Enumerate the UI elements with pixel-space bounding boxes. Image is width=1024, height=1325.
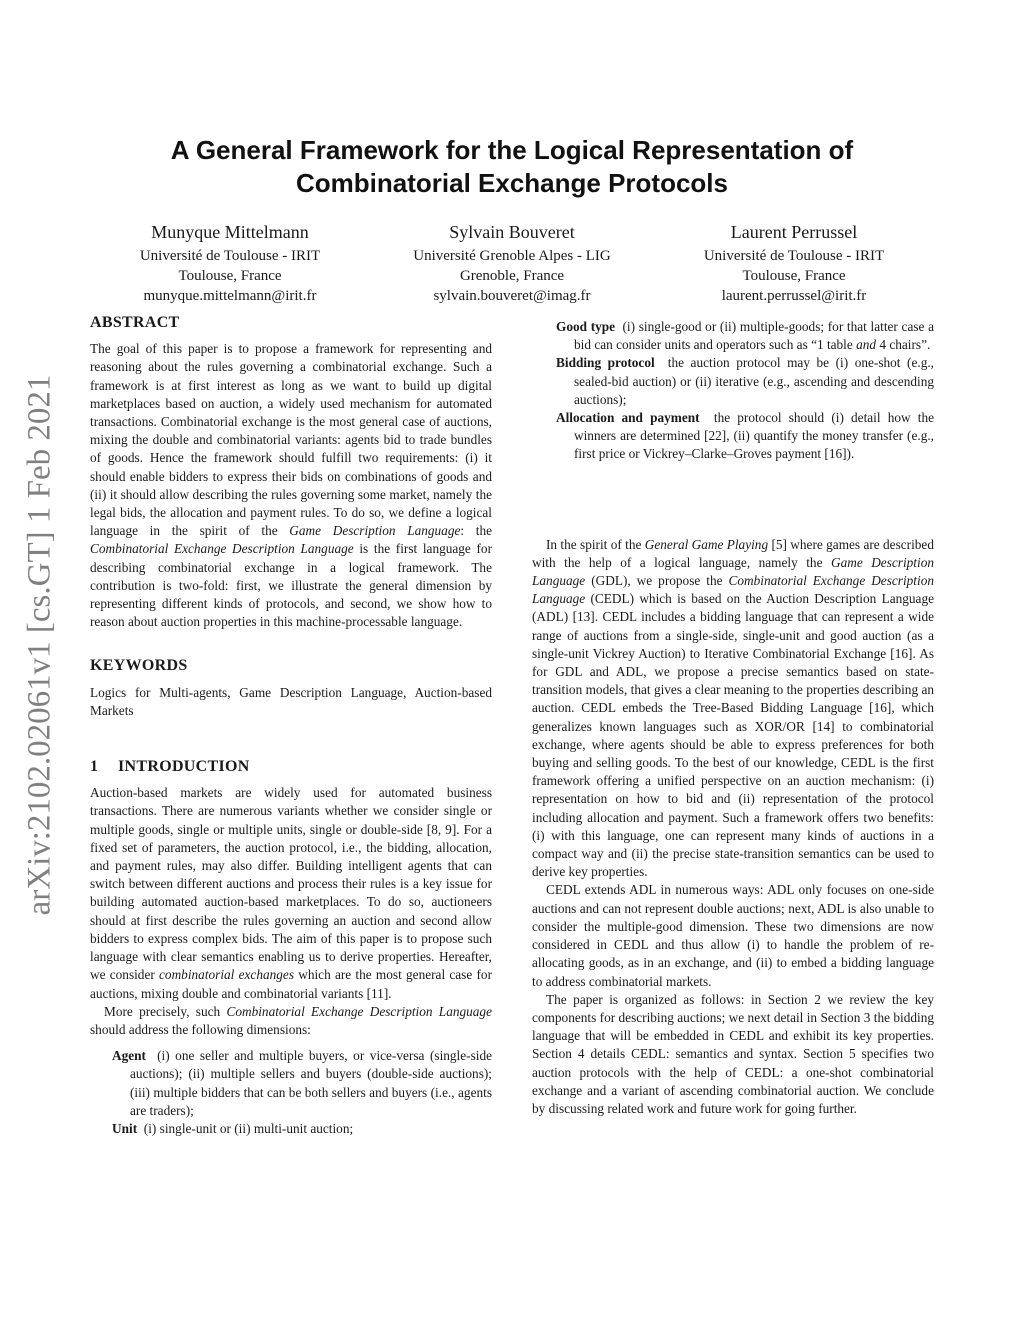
intro-paragraph-2: More precisely, such Combinatorial Exchange Description Language should address the following dimensions: <box>90 1003 492 1037</box>
body-paragraph-1: In the spirit of the General Game Playing [5] where games are described with the help of a logical language, namely the Game Description Language (GDL), we propose the Combinatorial Exchange Description Language (CEDL) which is based on the Auction Description Language (ADL) [13]. CEDL includes a bidding language that can represent a wide range of auctions from a single-side, single-unit and good auction (as a single-unit Vickrey Auction) to Iterative Combinatorial Exchange [16]. As for GDL and ADL, we propose a precise semantics based on state-transition models, that gives a clear meaning to the properties describing an auction. CEDL embeds the Tree-Based Bidding Language [16], which generalizes known languages such as XOR/OR [14] to combinatorial exchange, where agents should be able to express preferences for both buying and selling goods. To the best of our knowledge, CEDL is the first framework offering a unified perspective on an auction mechanism: (i) representation on how to bid and (ii) representation of the protocol including allocation and payment. Such a framework offers two benefits: (i) with this language, one can represent many kinds of auctions in a compact way and (ii) the precise state-transition semantics can be used to derive key properties. <box>532 536 934 880</box>
author-2 <box>372 220 652 306</box>
keywords-heading: KEYWORDS <box>90 657 188 675</box>
paper-title: A General Framework for the Logical Representation of Combinatorial Exchange Protocols <box>170 135 854 198</box>
abstract-text: The goal of this paper is to propose a framework for representing and reasoning about the rules governing a combinatorial exchange. Such a framework is at first interest as long as we want to build up digital marketplaces based on auction, a widely used mechanism for automated transactions. Combinatorial exchange is the most general case of auctions, mixing the double and combinatorial variants: agents bid to trade bundles of goods. Hence the framework should fulfill two requirements: (i) it should enable bidders to express their bids on combinations of goods and (ii) it should allow describing the rules governing some market, namely the legal bids, the allocation and payment rules. To do so, we define a logical language in the spirit of the Game Description Language: the Combinatorial Exchange Description Language is the first language for describing combinatorial exchange in a logical framework. The contribution is two-fold: first, we illustrate the general dimension by representing different kinds of protocols, and second, we show how to reason about auction properties in this machine-processable language. <box>90 341 493 630</box>
dimension-item: Agent (i) one seller and multiple buyers, or vice-versa (single-side auctions); (ii) multiple sellers and buyers (double-side auctions); (iii) multiple bidders that can be both sellers and buyers (i.e., agents are traders); <box>112 1048 492 1118</box>
dimension-item: Good type (i) single-good or (ii) multiple-goods; for that latter case a bid can consider units and operators such as “1 table and 4 chairs”. <box>556 319 935 353</box>
dimension-item: Allocation and payment the protocol should (i) detail how the winners are determined [22], (ii) quantify the money transfer (e.g., first price or Vickrey–Clarke–Groves payment [16]). <box>556 410 934 462</box>
author-email: sylvain.bouveret@imag.fr <box>433 288 591 304</box>
author-affiliation: Université Grenoble Alpes - LIG <box>413 248 611 264</box>
author-affiliation: Université de Toulouse - IRIT <box>703 248 885 264</box>
dimension-item: Bidding protocol the auction protocol may be (i) one-shot (e.g., sealed-bid auction) or (ii) iterative (e.g., ascending and descending auctions); <box>556 355 934 407</box>
author-name: Sylvain Bouveret <box>449 222 575 242</box>
dimension-list-continued <box>556 318 934 464</box>
section-heading-introduction: 1 INTRODUCTION <box>90 758 250 776</box>
author-block <box>90 220 934 306</box>
dimension-item: Unit (i) single-unit or (ii) multi-unit auction; <box>112 1120 354 1136</box>
abstract-heading: ABSTRACT <box>90 314 180 331</box>
author-1 <box>90 220 370 306</box>
right-column <box>532 318 934 1118</box>
author-3 <box>654 220 934 306</box>
author-location: Toulouse, France <box>742 268 846 284</box>
keywords-text: Logics for Multi-agents, Game Description Language, Auction-based Markets <box>90 684 492 718</box>
author-affiliation: Université de Toulouse - IRIT <box>139 248 321 264</box>
body-paragraph-3: The paper is organized as follows: in Section 2 we review the key components for describing auctions; we next detail in Section 3 the bidding language that will be embedded in CEDL and exhibit its key properties. Section 4 details CEDL: semantics and syntax. Section 5 specifies two auction protocols with the help of CEDL: a one-shot combinatorial exchange and a variant of ascending combinatorial auction. We conclude by discussing related work and future work for going further. <box>532 991 934 1116</box>
author-email: laurent.perrussel@irit.fr <box>721 288 867 304</box>
author-email: munyque.mittelmann@irit.fr <box>143 288 317 304</box>
left-column <box>90 314 492 1138</box>
author-location: Grenoble, France <box>459 268 565 284</box>
body-paragraph-2: CEDL extends ADL in numerous ways: ADL only focuses on one-side auctions and can not represent double auctions; next, ADL is also unable to consider the multiple-good dimension. These two dimensions are now considered in CEDL and thus allow (i) to handle the problem of re-allocating goods, as in an exchange, and (ii) to embed a bidding language to address combinatorial markets. <box>532 882 934 989</box>
arxiv-identifier: arXiv:2102.02061v1 [cs.GT] 1 Feb 2021 <box>21 374 58 916</box>
dimension-list <box>112 1047 492 1138</box>
intro-paragraph-1: Auction-based markets are widely used for automated business transactions. There are numerous variants whether we consider single or multiple goods, single or multiple units, single or double-side [8, 9]. For a fixed set of parameters, the auction protocol, i.e., the bidding, allocation, and payment rules, may also differ. Building intelligent agents that can switch between different auctions and process their rules is a key issue for building automated auction-based marketplaces. To do so, auctioneers should at first describe the rules governing an auction and second allow bidders to express complex bids. The aim of this paper is to propose such language with clear semantics enabling us to derive properties. Hereafter, we consider combinatorial exchanges which are the most general case for auctions, mixing double and combinatorial variants [11]. <box>90 785 492 1001</box>
author-name: Munyque Mittelmann <box>151 222 309 242</box>
author-name: Laurent Perrussel <box>730 222 858 242</box>
author-location: Toulouse, France <box>178 268 282 284</box>
